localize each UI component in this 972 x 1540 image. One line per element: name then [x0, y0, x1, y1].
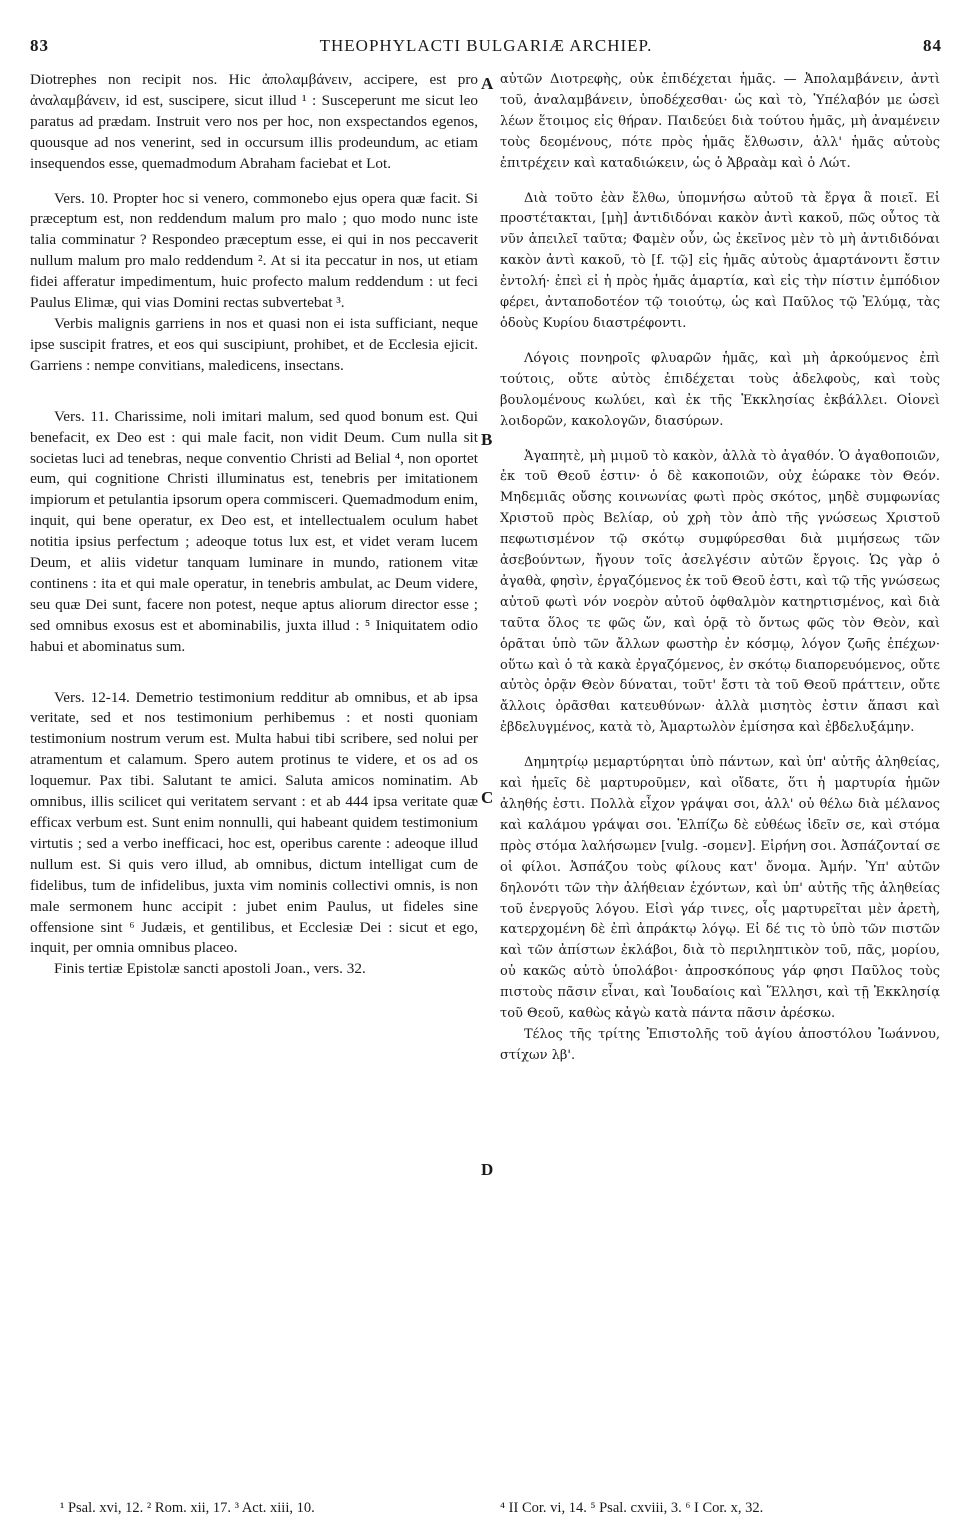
- latin-paragraph: Vers. 11. Charissime, noli imitari malum, sed quod bonum est. Qui benefacit, ex Deo est : qui male facit, non vidit Deum. Cum nulla sit societas luci ad tenebras, neque conventio Christi ad Belial ⁴, non oportet eum, qui cognitione Christi illuminatus est, tenebris per imitationem impiorum et petulantia ipsorum opera commisceri. Quemadmodum enim, inquit, qui bene operatur, ex Deo est, et intellectualem oculum habet notitia ipsius perfectum ; adeoque totus lux est, et videt veram lucem Deum, et aliis videtur tanquam luminare in mundo, rationem vitæ continens : ita et qui male operatur, in tenebris ambulat, ac Deum videre, seu quæ Dei sunt, facere non potest, neque aptus aliorum director esse ; sed omnibus exosus est et abominabilis, juxta illud : ⁵ Iniquitatem odio habui et abominatus sum.: [30, 407, 478, 655]
- greek-paragraph: Διὰ τοῦτο ἐὰν ἔλθω, ὑπομνήσω αὐτοῦ τὰ ἔργα ἃ ποιεῖ. Εἰ προστέτακται, [μὴ] ἀντιδιδόναι κακὸν ἀντὶ κακοῦ, πῶς οὗτος τὰ νῦν ἀπειλεῖ ταῦτα; Φαμὲν οὖν, ὡς ἐκεῖνος μὲν τὸ μὴ ἀντιδιδόναι κακὸν ἀντὶ κακοῦ, τὸ [f. τῷ] εἰς ἡμᾶς αὐτοὺς ἁμαρτάνοντι ἔστιν ἐντολή· ἐπεὶ εἰ ἡ πρὸς ἡμᾶς ἁμαρτία, καὶ εἰς τὴν πίστιν ἐμπόδιον φέρει, ἀνταποδοτέον τῷ τοιούτῳ, ὡς καὶ Παῦλος τῷ Ἐλύμᾳ, τὰς ὁδοὺς Κυρίου διαστρέφοντι.: [500, 190, 940, 331]
- running-header: [30, 36, 942, 58]
- latin-paragraph: Verbis malignis garriens in nos et quasi non ei ista sufficiant, neque ipse suscipit fratres, et eos qui suscipiunt, prohibet, et de Ecclesia ejicit. Garriens : nempe convitians, maledicens, insectans.: [30, 314, 478, 374]
- greek-paragraph: Λόγοις πονηροῖς φλυαρῶν ἡμᾶς, καὶ μὴ ἀρκούμενος ἐπὶ τούτοις, οὔτε αὐτὸς ἐπιδέχεται τοὺς ἀδελφοὺς, καὶ τοὺς βουλομένους κωλύει, καὶ ἐκ τῆς Ἐκκλησίας ἐκβάλλει. Οἱονεὶ λοιδορῶν, κακολογῶν, διασύρων.: [500, 350, 940, 429]
- greek-paragraph: Δημητρίῳ μεμαρτύρηται ὑπὸ πάντων, καὶ ὑπ' αὐτῆς ἀληθείας, καὶ ἡμεῖς δὲ μαρτυροῦμεν, καὶ οἴδατε, ὅτι ἡ μαρτυρία ἡμῶν ἀληθής ἐστι. Πολλὰ εἶχον γράψαι σοι, ἀλλ' οὐ θέλω διὰ μέλανος καὶ καλάμου γράψαι σοι. Ἐλπίζω δὲ εὐθέως ἰδεῖν σε, καὶ στόμα πρὸς στόμα λαλήσωμεν [vulg. -σομεν]. Εἰρήνη σοι. Ἀσπάζονταί σε οἱ φίλοι. Ἀσπάζου τοὺς φίλους κατ' ὄνομα. Ἀμήν. Ὑπ' αὐτῶν δηλονότι τῶν τὴν ἀλήθειαν ἐχόντων, καὶ ὑπ' αὐτῆς τῆς ἀληθείας τοῦ ἐνεργοῦς λόγου. Εἰσὶ γάρ τινες, οἷς μαρτυρεῖται μὲν ἀρετὴ, κατερχομένη δὲ ἐπὶ ἀπράκτῳ λόγῳ. Εἰ δέ τις τὸ ὑπὸ τῶν πιστῶν καὶ τῶν ἀπίστων ἐκλάβοι, διὰ τὸ περιληπτικὸν τοῦ, πᾶς, μορίου, οὐ κακῶς αὐτὸ ὑπολάβοι· ἀπροσκόπους γάρ φησι Παῦλος τοὺς πιστοὺς πᾶσιν εἶναι, καὶ Ἰουδαίοις καὶ Ἕλλησι, καὶ τῇ Ἐκκλησίᾳ τοῦ Θεοῦ, καθὼς κἀγὼ κατὰ πάντα πᾶσιν ἀρέσκω.: [500, 755, 940, 1022]
- latin-column: [30, 70, 478, 980]
- page-number-left: 83: [30, 36, 49, 55]
- page-title: THEOPHYLACTI BULGARIÆ ARCHIEP.: [319, 36, 653, 55]
- footnotes-right: ⁴ II Cor. vi, 14. ⁵ Psal. cxviii, 3. ⁶ I Cor. x, 32.: [500, 1500, 764, 1516]
- greek-paragraph: Ἀγαπητὲ, μὴ μιμοῦ τὸ κακὸν, ἀλλὰ τὸ ἀγαθόν. Ὁ ἀγαθοποιῶν, ἐκ τοῦ Θεοῦ ἐστιν· ὁ δὲ κακοποιῶν, οὐχ ἑώρακε τὸν Θεόν. Μηδεμιᾶς οὔσης κοινωνίας φωτὶ πρὸς σκότος, μηδὲ συμφωνίας Χριστοῦ πρὸς Βελίαρ, οὐ χρὴ τὸν ἀπὸ τῆς γνώσεως Χριστοῦ πεφωτισμένον τῷ σκότῳ συμφύρεσθαι διὰ μιμήσεως τῶν ἀσεβούντων, ἤγουν τοῖς ἀσελγέσιν αὐτῶν ἔργοις. Ὡς γὰρ ὁ ἀγαθὰ, φησὶν, ἐργαζόμενος ἐκ τοῦ Θεοῦ ἐστι, καὶ τῷ τῆς γνώσεως αὐτοῦ φωτὶ νόν νοερὸν αὐτοῦ ὀφθαλμὸν κατηρτισμένος, καὶ διὰ ταῦτα ὅλος τε φῶς ὤν, καὶ ὁρᾷ τὸ ὄντως φῶς τὸν Θεὸν, καὶ ὁρᾶται ὑπὸ τῶν ἄλλων φωστὴρ ἐν κόσμῳ, λόγον ζωῆς ἐπέχων· οὕτω καὶ ὁ τὰ κακὰ ἐργαζόμενος, ἐν σκότῳ διαπορευόμενος, οὔτε αὐτὸς ὁρᾷν Θεὸν δύναται, τοῦτ' ἔστι τὰ τοῦ Θεοῦ πράττειν, οὔτε ἄλλοις ὁρᾶσθαι κατευθύνων· ἀλλὰ μισητὸς ἐστιν ἅπασι καὶ ἐβδελυγμένος, κατὰ τὸ, Ἁμαρτωλὸν ἐμίσησα καὶ ἐβδελυξάμην.: [500, 448, 940, 736]
- latin-paragraph: Finis tertiæ Epistolæ sancti apostoli Joan., vers. 32.: [54, 960, 366, 978]
- margin-letter-a: A: [481, 74, 494, 93]
- footnotes-left: ¹ Psal. xvi, 12. ² Rom. xii, 17. ³ Act. xiii, 10.: [60, 1500, 315, 1516]
- margin-letter-b: B: [481, 430, 493, 449]
- greek-paragraph: Τέλος τῆς τρίτης Ἐπιστολῆς τοῦ ἁγίου ἀποστόλου Ἰωάννου, στίχων λβ'.: [500, 1026, 940, 1063]
- latin-paragraph: Vers. 12-14. Demetrio testimonium redditur ab omnibus, et ab ipsa veritate, sed et nos testimonium perhibemus : et nosti quoniam testimonium nostrum verum est. Multa habui tibi scribere, sed nolui per atramentum et calamum. Spero autem protinus te videre, et os ad os loquemur. Pax tibi. Salutant te amici. Saluta amicos nominatim. Ab omnibus, illis scilicet qui veritatem servant : et ab 444 ipsa veritate quæ efficax verbum est. Sunt enim nonnulli, qui habeant quidem testimonium virtutis ; sed a verbo inefficaci, hoc est, operibus carente : adeoque illud nullum est. Si quis vero illud, ab omnibus, dictum intelligat cum de fidelibus, tum de infidelibus, juxta vim nominis collectivi omnis, is non male sermonem hunc accipit : jubet enim Paulus, ut fideles sine offensione sint ⁶ Judæis, et gentilibus, et Ecclesiæ Dei : sicut et ego, inquit, per omnia omnibus placeo.: [30, 688, 478, 957]
- margin-letter-c: C: [481, 788, 494, 807]
- latin-paragraph: Diotrephes non recipit nos. Hic ἀπολαμβάνειν, accipere, est pro ἀναλαμβάνειν, id est, suscipere, sicut illud ¹ : Susceperunt me sicut leo paratus ad prædam. Instruit vero nos per hoc, non exspectandos egenos, quousque ad nos venerint, sed in occursum illis prodeundum, ac etiam insequendos esse, quemadmodum Abraham faciebat et Lot.: [30, 71, 478, 172]
- page-number-right: 84: [923, 36, 942, 55]
- greek-column: [500, 70, 940, 1067]
- latin-paragraph: Vers. 10. Propter hoc si venero, commonebo ejus opera quæ facit. Si præceptum est, non reddendum malum pro malo ; quo modo nunc iste talia comminatur ? Respondeo præceptum esse, ei qui in nos peccaverit nullum malum pro malo reddendum ². At si ita peccatur in nos, ut etiam fidei afferatur impedimentum, huic profecto malum reddendum : ut feci Paulus Elimæ, qui vias Domini rectas subvertebat ³.: [30, 189, 478, 312]
- greek-paragraph: αὐτῶν Διοτρεφὴς, οὐκ ἐπιδέχεται ἡμᾶς. — Ἀπολαμβάνειν, ἀντὶ τοῦ, ἀναλαμβάνειν, ὑποδέχεσθαι· ὡς καὶ τὸ, Ὑπέλαβόν με ὡσεὶ λέων ἕτοιμος εἰς θήραν. Παιδεύει διὰ τούτου ἡμᾶς, μὴ ἀναμένειν τοὺς δεομένους, πότε πρὸς ἡμᾶς ἔλθωσιν, ἀλλ' ἡμᾶς αὐτοὺς ἐπιτρέχειν καὶ καταδιώκειν, ὡς ὁ Ἀβραὰμ καὶ ὁ Λώτ.: [500, 72, 940, 171]
- margin-letter-d: D: [481, 1160, 494, 1179]
